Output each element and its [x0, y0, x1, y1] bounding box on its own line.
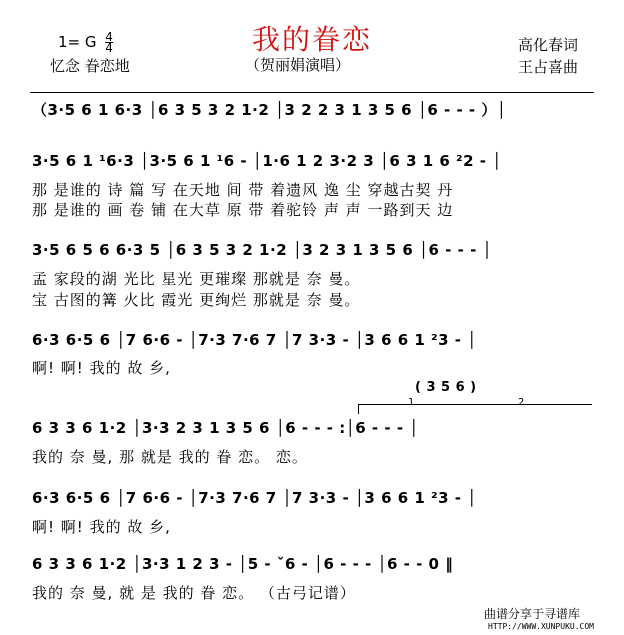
- notes-system-3: 3·5 6 5 6 6·3 5 │6 3 5 3 2 1·2 │3 2 3 1 3 5 6 │6 - - - │: [32, 241, 493, 259]
- lyrics-system-5: 我的 奈 曼, 那 就是 我的 眷 恋。 恋。: [32, 448, 308, 466]
- notes-system-5: 6 3 3 6 1·2 │3·3 2 3 1 3 5 6 │6 - - - :│6 - - - │: [32, 419, 419, 437]
- notes-system-7: 6 3 3 6 1·2 │3·3 1 2 3 - │5 - ˇ6 - │6 - - - │6 - - 0 ‖: [32, 555, 454, 573]
- time-signature: [105, 32, 113, 53]
- lyrics-system-7: 我的 奈 曼, 就 是 我的 眷 恋。 （古弓记谱）: [32, 584, 356, 602]
- notes-system-1: （3·5 6 1 6·3 │6 3 5 3 2 1·2 │3 2 2 3 1 3 5 6 │6 - - - ）│: [32, 101, 507, 119]
- expression-mark: 忆念 眷恋地: [50, 57, 130, 75]
- lyrics-system-2-verse-2: 那 是谁的 画 卷 铺 在大草 原 带 着驼铃 声 声 一路到天 边: [32, 201, 454, 219]
- lyrics-system-2-verse-1: 那 是谁的 诗 篇 写 在天地 间 带 着遗风 逸 尘 穿越古契 丹: [32, 181, 454, 199]
- lyrics-system-4: 啊! 啊! 我的 故 乡,: [32, 359, 171, 377]
- song-title: 我的眷恋: [251, 23, 372, 56]
- notes-system-6: 6·3 6·5 6 │7 6·6 - │7·3 7·6 7 │7 3·3 - │3 6 6 1 ²3 - │: [32, 489, 477, 507]
- notes-system-2: 3·5 6 1 ¹6·3 │3·5 6 1 ¹6 - │1·6 1 2 3·2 3 │6 3 1 6 ²2 - │: [32, 152, 502, 170]
- volta-ending-1: 1: [408, 397, 415, 408]
- singer-credit: （贺丽娟演唱）: [245, 56, 351, 74]
- composer-credit: 王占喜曲: [518, 58, 579, 76]
- footer-url: HTTP://WWW.XUNPUKU.COM: [488, 622, 594, 631]
- lyricist-credit: 高化春词: [518, 36, 579, 54]
- staff-rule: [30, 92, 594, 93]
- key-label: 1= G: [58, 33, 97, 51]
- volta-bracket-line: [358, 404, 592, 405]
- optional-notes-bracket: ( 3 5 6 ): [415, 380, 477, 395]
- lyrics-system-3-verse-1: 孟 家段的湖 光比 星光 更璀璨 那就是 奈 曼。: [32, 270, 361, 288]
- key-signature: [58, 32, 113, 53]
- notes-system-4: 6·3 6·5 6 │7 6·6 - │7·3 7·6 7 │7 3·3 - │3 6 6 1 ²3 - │: [32, 331, 477, 349]
- footer-site-name: 曲谱分享于寻谱库: [484, 607, 581, 621]
- lyrics-system-6: 啊! 啊! 我的 故 乡,: [32, 518, 171, 536]
- time-sig-bottom: 4: [105, 41, 113, 55]
- lyrics-system-3-verse-2: 宝 古图的篝 火比 霞光 更绚烂 那就是 奈 曼。: [32, 291, 361, 309]
- volta-ending-2: 2: [518, 397, 525, 408]
- volta-bracket-start: [358, 404, 359, 414]
- time-sig-top: 4: [105, 30, 113, 44]
